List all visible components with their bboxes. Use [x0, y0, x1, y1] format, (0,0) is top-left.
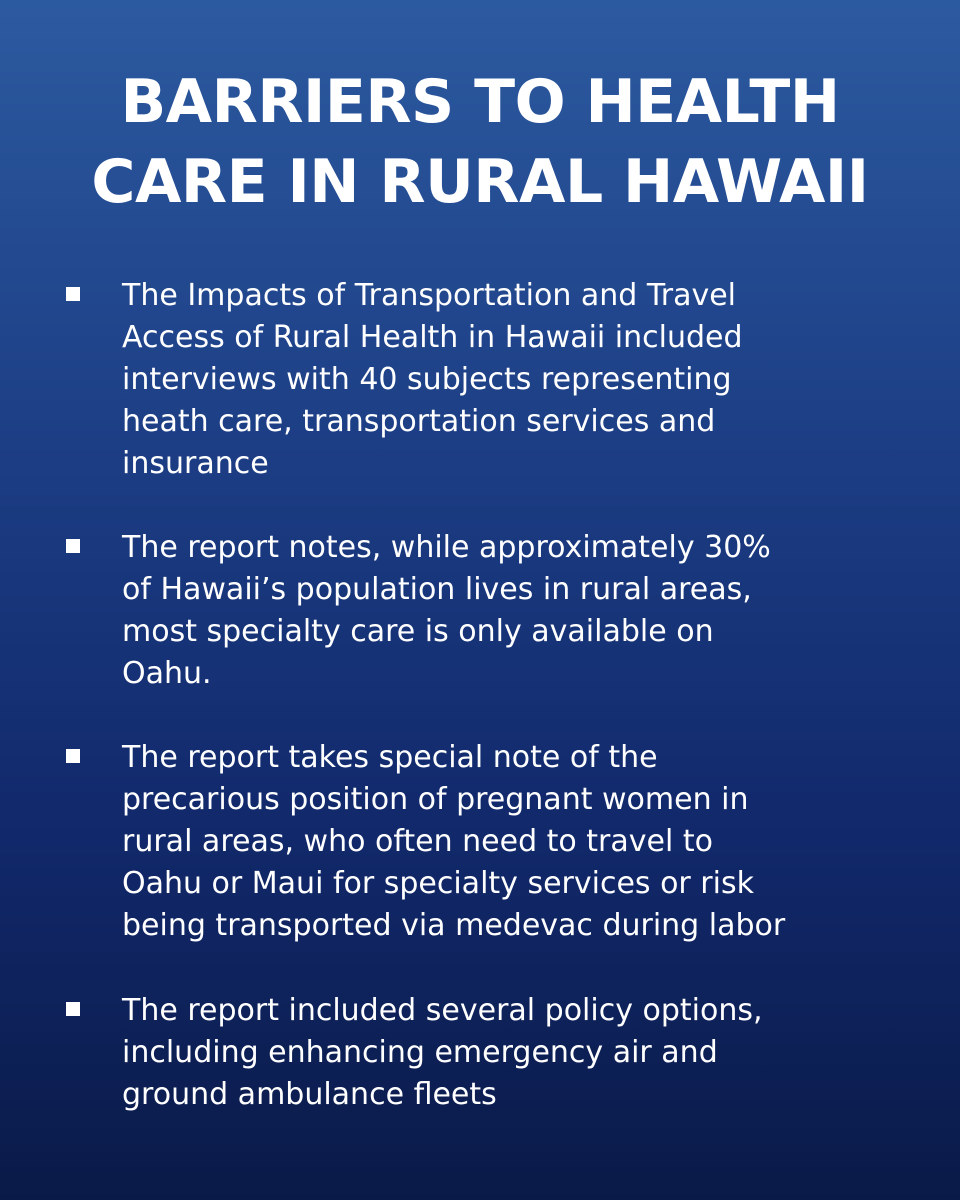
square-bullet-icon: [66, 1002, 80, 1016]
bullet-text: The Impacts of Transportation and Travel Access of Rural Health in Hawaii included interviews with 40 subjects representing heath care, transportation services and insurance: [122, 278, 743, 481]
page-title: [0, 62, 960, 222]
bullet-text: The report notes, while approximately 30% of Hawaii’s population lives in rural areas, most specialty care is only available on Oahu.: [122, 530, 771, 691]
square-bullet-icon: [66, 287, 80, 301]
bullet-text: The report takes special note of the precarious position of pregnant women in rural areas, who often need to travel to Oahu or Maui for specialty services or risk being transported via medevac during labor: [122, 740, 786, 943]
title-line-2: CARE IN RURAL HAWAII: [91, 147, 869, 217]
bullet-text: The report included several policy options, including enhancing emergency air and ground ambulance fleets: [122, 993, 763, 1112]
square-bullet-icon: [66, 539, 80, 553]
square-bullet-icon: [66, 749, 80, 763]
title-line-1: BARRIERS TO HEALTH: [120, 67, 840, 137]
